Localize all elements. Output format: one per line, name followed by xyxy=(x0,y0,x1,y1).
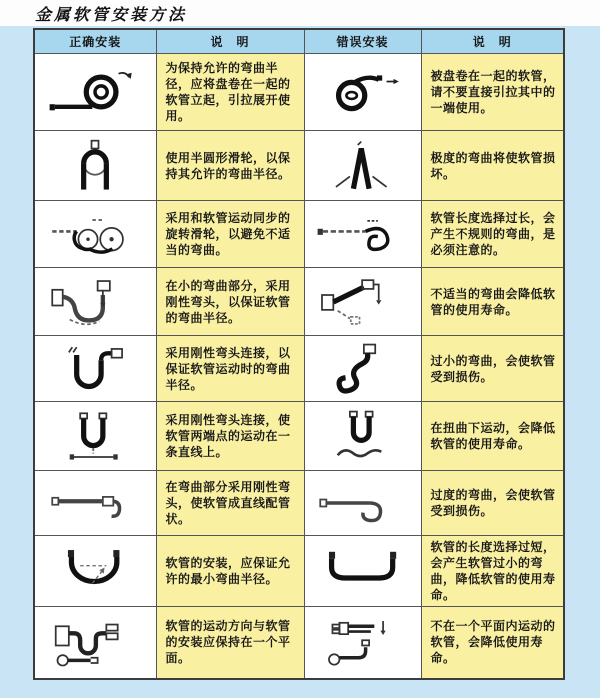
extremely-bent-hose-illustration xyxy=(315,138,411,194)
correct-note: 采用和软管运动同步的旋转滑轮，以避免不适当的弯曲。 xyxy=(156,201,304,268)
table-row xyxy=(34,201,564,268)
correct-illustration-cell xyxy=(34,336,156,402)
u-hose-endpoints-straight-line-motion-illustration xyxy=(47,408,143,464)
hose-over-semicircular-pulley-illustration xyxy=(47,138,143,194)
header-wrong-note: 说 明 xyxy=(421,29,564,54)
overlong-hose-irregular-bend-illustration xyxy=(315,206,411,262)
wrong-note: 软管长度选择过长，会产生不规则的弯曲，是必须注意的。 xyxy=(421,201,564,268)
wrong-illustration-cell xyxy=(304,54,421,131)
wrong-illustration-cell xyxy=(304,131,421,201)
header-wrong-installation: 错误安装 xyxy=(304,29,421,54)
table-body xyxy=(34,54,564,679)
correct-note: 在小的弯曲部分，采用刚性弯头，以保证软管的弯曲半径。 xyxy=(156,268,304,336)
motion-not-in-single-plane-illustration xyxy=(315,614,411,670)
rigid-elbow-at-small-bend-illustration xyxy=(47,274,143,330)
u-hose-rigid-elbow-connection-illustration xyxy=(47,341,143,397)
table-row xyxy=(34,471,564,536)
excessively-bent-hose-illustration xyxy=(315,475,411,531)
wrong-note: 不在一个平面内运动的软管，会降低使用寿命。 xyxy=(421,607,564,679)
correct-illustration-cell xyxy=(34,54,156,131)
table-row xyxy=(34,54,564,131)
page-title: 金属软管安装方法 xyxy=(35,5,188,24)
correct-illustration-cell xyxy=(34,607,156,679)
table-row xyxy=(34,607,564,679)
installation-methods-table xyxy=(33,28,565,680)
wrong-note: 过度的弯曲，会使软管受到损伤。 xyxy=(421,471,564,536)
correct-note: 使用半圆形滑轮，以保持其允许的弯曲半径。 xyxy=(156,131,304,201)
synchronized-rotating-pulleys-illustration xyxy=(47,206,143,262)
table-row xyxy=(34,336,564,402)
straight-piping-with-rigid-elbow-illustration xyxy=(47,475,143,531)
correct-note: 采用刚性弯头连接，以保证软管运动时的弯曲半径。 xyxy=(156,336,304,402)
wrong-note: 被盘卷在一起的软管，请不要直接引拉其中的一端使用。 xyxy=(421,54,564,131)
correct-illustration-cell xyxy=(34,402,156,471)
correct-illustration-cell xyxy=(34,471,156,536)
u-hose-twisted-motion-illustration xyxy=(315,408,411,464)
table-row xyxy=(34,536,564,607)
improper-bend-illustration xyxy=(315,274,411,330)
header-row xyxy=(34,29,564,54)
wrong-illustration-cell xyxy=(304,336,421,402)
wrong-illustration-cell xyxy=(304,607,421,679)
correct-illustration-cell xyxy=(34,131,156,201)
wrong-illustration-cell xyxy=(304,536,421,607)
correct-note: 在弯曲部分采用刚性弯头，使软管成直线配管状。 xyxy=(156,471,304,536)
too-small-bend-s-hose-illustration xyxy=(315,341,411,397)
table-header xyxy=(34,29,564,54)
coil-end-pulled-directly-illustration xyxy=(315,64,411,120)
correct-note: 为保持允许的弯曲半径，应将盘卷在一起的软管立起，引拉展开使用。 xyxy=(156,54,304,131)
wrong-note: 在扭曲下运动，会降低软管的使用寿命。 xyxy=(421,402,564,471)
correct-illustration-cell xyxy=(34,268,156,336)
coiled-hose-stood-up-unrolled-illustration xyxy=(47,64,143,120)
wrong-note: 过小的弯曲，会使软管受到损伤。 xyxy=(421,336,564,402)
correct-note: 采用刚性弯头连接，使软管两端点的运动在一条直线上。 xyxy=(156,402,304,471)
table-row xyxy=(34,402,564,471)
wrong-illustration-cell xyxy=(304,402,421,471)
wrong-note: 极度的弯曲将使软管损坏。 xyxy=(421,131,564,201)
table-row xyxy=(34,131,564,201)
wrong-note: 软管的长度选择过短，会产生软管过小的弯曲，降低软管的使用寿命。 xyxy=(421,536,564,607)
wrong-illustration-cell xyxy=(304,471,421,536)
correct-illustration-cell xyxy=(34,201,156,268)
wrong-illustration-cell xyxy=(304,268,421,336)
wrong-note: 不适当的弯曲会降低软管的使用寿命。 xyxy=(421,268,564,336)
table-row xyxy=(34,268,564,336)
correct-illustration-cell xyxy=(34,536,156,607)
header-correct-installation: 正确安装 xyxy=(34,29,156,54)
correct-note: 软管的运动方向与软管的安装应保持在一个平面。 xyxy=(156,607,304,679)
motion-in-single-plane-illustration xyxy=(47,614,143,670)
wrong-illustration-cell xyxy=(304,201,421,268)
too-short-hose-illustration xyxy=(315,543,411,599)
header-correct-note: 说 明 xyxy=(156,29,304,54)
correct-note: 软管的安装，应保证允许的最小弯曲半径。 xyxy=(156,536,304,607)
u-hose-minimum-bend-radius-illustration xyxy=(47,543,143,599)
